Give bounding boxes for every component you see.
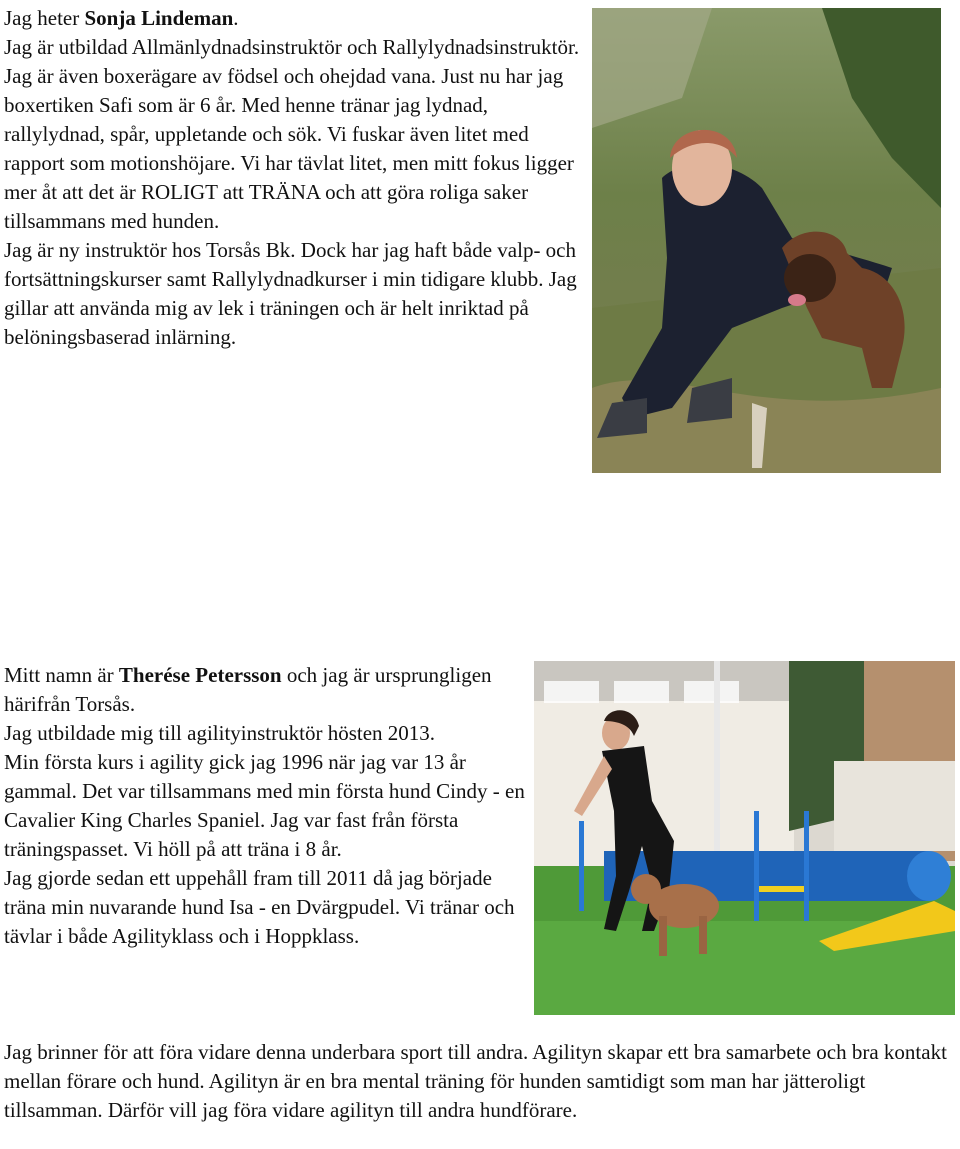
intro-text: Jag heter: [4, 6, 85, 30]
intro-text: Mitt namn är: [4, 663, 119, 687]
bio-sonja: [4, 4, 584, 352]
bio-therese-p4: Jag gjorde sedan ett uppehåll fram till 2011 då jag började träna min nuvarande hund Isa - en Dvärgpudel. Vi tränar och tävlar i både Agilityklass och i Hoppklass.: [4, 866, 515, 948]
bio-therese-p2: Jag utbildade mig till agilityinstruktör hösten 2013.: [4, 721, 436, 745]
bio-therese-p5: Jag brinner för att föra vidare denna underbara sport till andra. Agilityn skapar ett bra samarbete och bra kontakt mellan förare och hund. Agilityn är en bra mental träning för hunden samtidigt som man har jätteroligt tillsamman. Därför vill jag föra vidare agilityn till andra hundförare.: [4, 1040, 947, 1122]
instructor-name: Therése Petersson: [118, 663, 282, 687]
photo-therese-agility: [534, 661, 955, 1015]
bio-sonja-intro: [4, 4, 584, 33]
bio-sonja-paragraph: Jag är utbildad Allmänlydnadsinstruktör och Rallylydnadsinstruktör. Jag är även boxerägare av födsel och ohejdad vana. Just nu har jag boxertiken Safi som är 6 år. Med henne tränar jag lydnad, rallylydnad, spår, uppletande och sök. Vi fuskar även litet med rapport som motionshöjare. Vi har tävlat litet, men mitt fokus ligger mer åt att det är ROLIGT att TRÄNA och att göra roliga saker tillsammans med hunden.: [4, 35, 580, 233]
bio-sonja-paragraph-2: Jag är ny instruktör hos Torsås Bk. Dock har jag haft både valp- och fortsättningskurser samt Rallylydnadkurser i min tidigare klubb. Jag gillar att använda mig av lek i träningen och är helt inriktad på belöningsbaserad inlärning.: [4, 238, 577, 349]
photo-sonja-with-boxer: [592, 8, 941, 473]
bio-therese: [4, 661, 526, 951]
bio-therese-p3: Min första kurs i agility gick jag 1996 när jag var 13 år gammal. Det var tillsammans med min första hund Cindy - en Cavalier King Charles Spaniel. Jag var fast från första träningspasset. Vi höll på att träna i 8 år.: [4, 750, 525, 861]
instructor-name: Sonja Lindeman: [84, 6, 234, 30]
bio-therese-intro: [4, 661, 526, 719]
intro-suffix: .: [233, 6, 239, 30]
bio-therese-continued: [4, 1038, 954, 1125]
intro-suffix: och jag är ursprungligen härifrån Torsås.: [4, 663, 492, 716]
